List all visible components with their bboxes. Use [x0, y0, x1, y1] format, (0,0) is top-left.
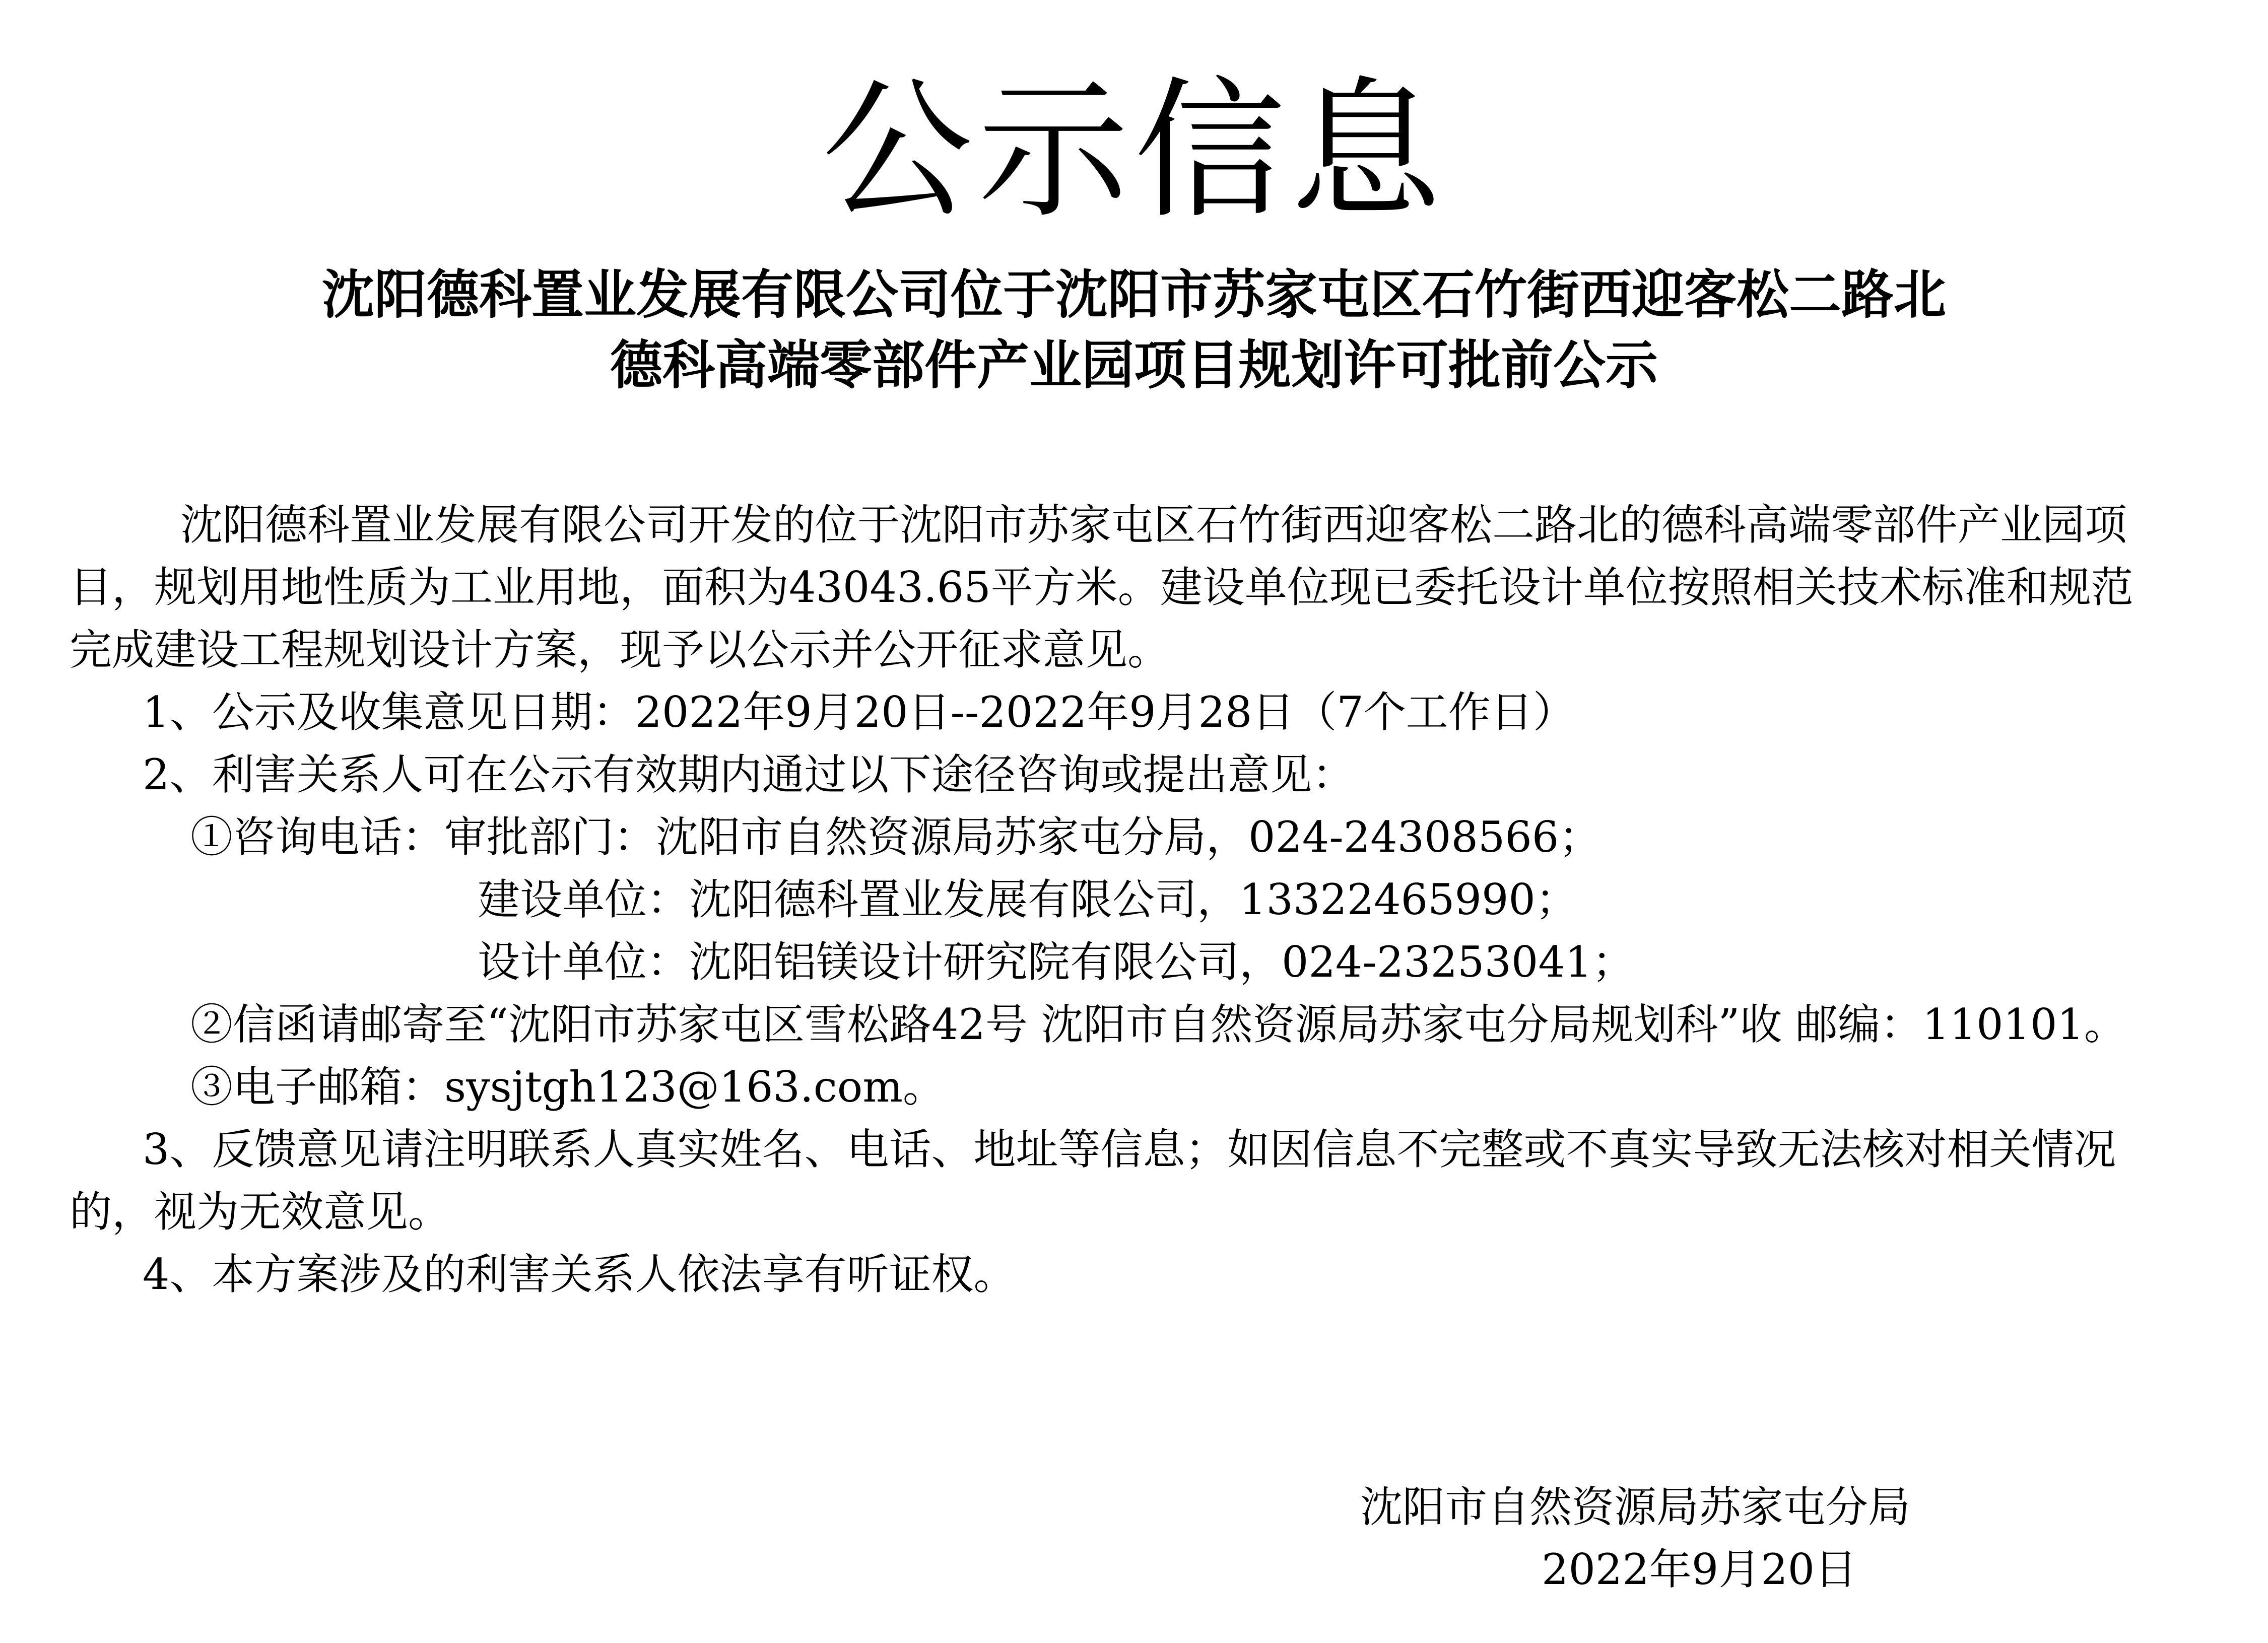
intro-line-1: 沈阳德科置业发展有限公司开发的位于沈阳市苏家屯区石竹街西迎客松二路北的德科高端零部件产业园项	[180, 500, 2127, 550]
item-2: 2、利害关系人可在公示有效期内通过以下途径咨询或提出意见：	[143, 750, 1355, 799]
item-2-phone-designer: 设计单位：沈阳铝镁设计研究院有限公司，024-23253041；	[478, 937, 1635, 987]
item-2-email: ③电子邮箱：sysjtgh123@163.com。	[190, 1062, 945, 1112]
item-2-mail-address: ②信函请邮寄至“沈阳市苏家屯区雪松路42号 沈阳市自然资源局苏家屯分局规划科”收 邮编：110101。	[190, 1000, 2126, 1049]
item-2-phone-builder: 建设单位：沈阳德科置业发展有限公司，13322465990；	[478, 875, 1578, 924]
notice-subtitle-line2: 德科高端零部件产业园项目规划许可批前公示	[610, 334, 1658, 396]
item-2-phone-approval: ①咨询电话：审批部门：沈阳市自然资源局苏家屯分局，024-24308566；	[190, 812, 1602, 862]
item-4: 4、本方案涉及的利害关系人依法享有听证权。	[143, 1250, 1016, 1299]
signature-organization: 沈阳市自然资源局苏家屯分局	[1360, 1482, 1911, 1532]
signature-date: 2022年9月20日	[1542, 1545, 1857, 1594]
item-1: 1、公示及收集意见日期：2022年9月20日--2022年9月28日（7个工作日）	[143, 688, 1575, 737]
notice-subtitle-line1: 沈阳德科置业发展有限公司位于沈阳市苏家屯区石竹街西迎客松二路北	[321, 263, 1946, 325]
item-3-line-2: 的，视为无效意见。	[70, 1187, 451, 1237]
intro-line-2: 目，规划用地性质为工业用地，面积为43043.65平方米。建设单位现已委托设计单位按照相关技术标准和规范	[70, 563, 2133, 612]
item-3-line-1: 3、反馈意见请注明联系人真实姓名、电话、地址等信息；如因信息不完整或不真实导致无法核对相关情况	[143, 1125, 2116, 1174]
intro-line-3: 完成建设工程规划设计方案，现予以公示并公开征求意见。	[70, 625, 1170, 674]
notice-title: 公示信息	[822, 63, 1446, 239]
